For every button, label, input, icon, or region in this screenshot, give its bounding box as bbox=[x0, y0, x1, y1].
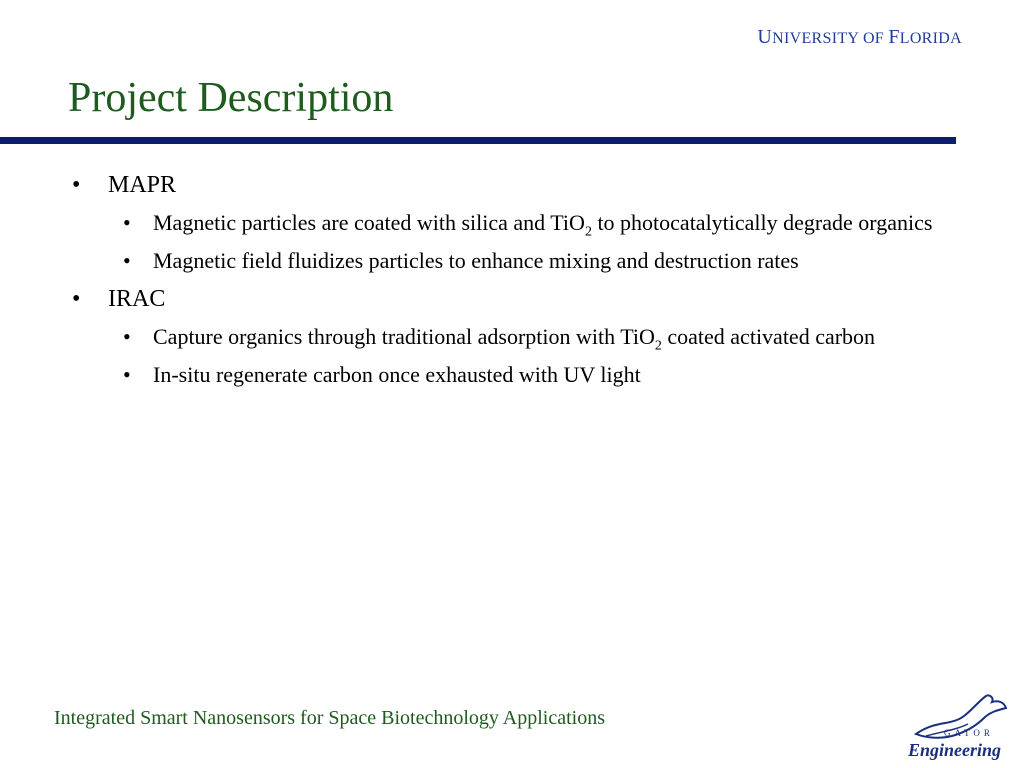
item-text: Capture organics through traditional adsorption with TiO bbox=[153, 324, 655, 349]
bullet-icon: • bbox=[123, 210, 131, 235]
item-text: In-situ regenerate carbon once exhausted with UV light bbox=[153, 362, 641, 387]
item-text: coated activated carbon bbox=[661, 324, 876, 349]
list-item-capture-organics bbox=[72, 322, 952, 352]
bullet-icon: • bbox=[72, 286, 81, 312]
item-text: Magnetic field fluidizes particles to enhance mixing and destruction rates bbox=[153, 248, 799, 273]
bullet-list bbox=[72, 170, 952, 398]
univ-text-2: LORIDA bbox=[899, 30, 962, 47]
footer-title: Integrated Smart Nanosensors for Space Biotechnology Applications bbox=[54, 707, 605, 729]
list-item-irac bbox=[72, 284, 952, 314]
engineering-wordmark: Engineering bbox=[908, 740, 1002, 760]
gator-text: GATOR bbox=[944, 728, 994, 738]
list-item-coated-particles bbox=[72, 208, 952, 238]
list-item-magnetic-field bbox=[72, 246, 952, 276]
univ-initial-f: F bbox=[888, 26, 900, 48]
univ-initial-u: U bbox=[757, 26, 773, 48]
university-header bbox=[757, 26, 962, 49]
univ-text-1: NIVERSITY OF bbox=[772, 30, 889, 47]
item-text: Magnetic particles are coated with silica and TiO bbox=[153, 210, 585, 235]
subscript: 2 bbox=[584, 224, 592, 240]
item-label: IRAC bbox=[108, 286, 166, 312]
list-item-mapr bbox=[72, 170, 952, 200]
list-item-regenerate bbox=[72, 360, 952, 390]
bullet-icon: • bbox=[123, 248, 131, 273]
item-text: to photocatalytically degrade organics bbox=[591, 210, 933, 235]
slide-title: Project Description bbox=[68, 75, 394, 121]
title-rule bbox=[0, 137, 956, 144]
bullet-icon: • bbox=[123, 362, 131, 387]
bullet-icon: • bbox=[123, 324, 131, 349]
bullet-icon: • bbox=[72, 172, 81, 198]
item-label: MAPR bbox=[108, 172, 177, 198]
subscript: 2 bbox=[654, 338, 662, 354]
